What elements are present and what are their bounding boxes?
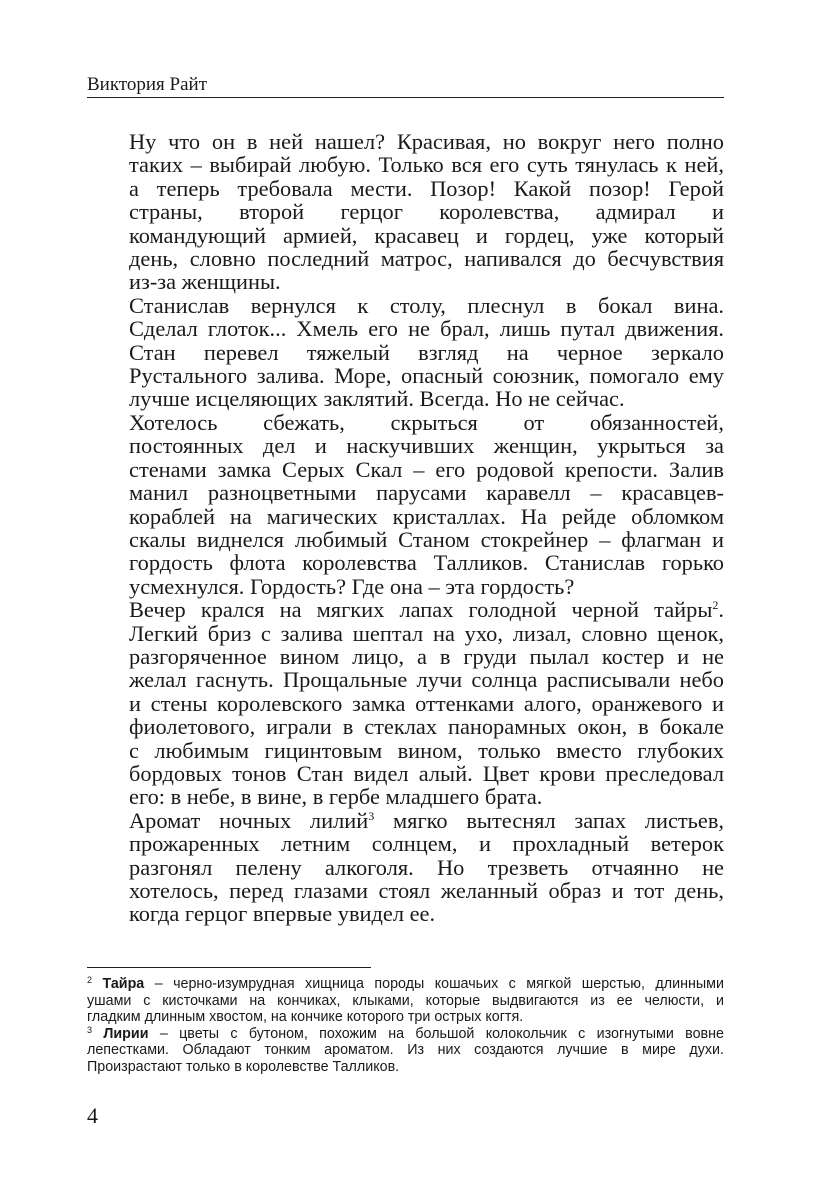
footnote-line bbox=[87, 1026, 724, 1043]
footnote-ref: 2 bbox=[712, 598, 719, 613]
text-line: постоянных дел и наскучивших женщин, укрыться за bbox=[129, 433, 724, 459]
footnote-3 bbox=[87, 1026, 724, 1076]
text-run: Аромат ночных лилий bbox=[129, 807, 369, 833]
text-line: из-за женщины. bbox=[129, 269, 281, 295]
footnotes bbox=[87, 976, 724, 1076]
text-line: день, словно последний матрос, напивался до бесчувствия bbox=[129, 246, 724, 272]
footnote-line: Произрастают только в королевстве Талликов. bbox=[87, 1058, 400, 1075]
text-line: таких – выбирай любую. Только вся его суть тянулась к ней, bbox=[129, 152, 724, 178]
text-line: а теперь требовала мести. Позор! Какой позор! Герой bbox=[129, 175, 724, 201]
text-line bbox=[87, 809, 724, 832]
text-line: стенами замка Серых Скал – его родовой крепости. Залив bbox=[129, 456, 724, 482]
text-run: Вечер крался на мягких лапах голодной черной тайры bbox=[129, 597, 713, 623]
text-line: лучше исцеляющих заклятий. Всегда. Но не сейчас. bbox=[129, 386, 625, 412]
text-line: усмехнулся. Гордость? Где она – эта гордость? bbox=[129, 573, 575, 599]
footnote-term: Тайра bbox=[102, 976, 145, 992]
paragraph-3 bbox=[87, 411, 724, 598]
text-line: Станислав вернулся к столу, плеснул в бокал вина. bbox=[129, 292, 724, 318]
paragraph-2 bbox=[87, 294, 724, 411]
text-line: хотелось, перед глазами стоял желанный образ и тот день, bbox=[129, 878, 724, 903]
text-line: Легкий бриз с залива шептал на ухо, лизал, словно щенок, bbox=[129, 620, 724, 646]
footnote-divider bbox=[87, 967, 371, 968]
text-line: Хотелось сбежать, скрыться от обязанностей, bbox=[129, 409, 724, 435]
footnote-ref: 3 bbox=[368, 808, 375, 823]
text-line: страны, второй герцог королевства, адмирал и bbox=[129, 199, 724, 225]
text-line: Рустального залива. Море, опасный союзник, помогало ему bbox=[129, 363, 724, 389]
text-line: Ну что он в ней нашел? Красивая, но вокруг него полно bbox=[129, 129, 724, 154]
running-header-author: Виктория Райт bbox=[87, 74, 208, 95]
text-run: мягко вытеснял запах листьев, bbox=[393, 807, 724, 833]
footnote-number: 2 bbox=[87, 975, 93, 985]
paragraph-1 bbox=[87, 130, 724, 294]
text-line: когда герцог впервые увидел ее. bbox=[129, 901, 436, 927]
text-line: желал гаснуть. Прощальные лучи солнца расписывали небо bbox=[129, 667, 724, 693]
footnote-number: 3 bbox=[87, 1024, 93, 1035]
footnote-line: ушами с кисточками на кончиках, клыками, которые выдвигаются из ее челюсти, и bbox=[87, 992, 724, 1009]
text-line: гордость флота королевства Талликов. Станислав горько bbox=[129, 550, 724, 576]
footnote-line: лепестками. Обладают тонким ароматом. Из них создаются лучшие в мире духи. bbox=[87, 1042, 724, 1059]
footnote-line: гладким длинным хвостом, на кончике которого три острых когтя. bbox=[87, 1009, 524, 1026]
footnote-line bbox=[87, 976, 724, 993]
page-number: 4 bbox=[87, 1103, 98, 1128]
text-line: разгоряченное вином лицо, а в груди пылал костер и не bbox=[129, 643, 724, 669]
text-run: . bbox=[718, 597, 724, 623]
text-line: прожаренных летним солнцем, и прохладный ветерок bbox=[129, 831, 724, 857]
text-line: и стены королевского замка оттенками алого, оранжевого и bbox=[129, 690, 724, 716]
text-run: – черно-изумрудная хищница породы кошачьих с мягкой шерстью, длинными bbox=[144, 976, 724, 992]
text-line: скалы виднелся любимый Станом стокрейнер – флагман и bbox=[129, 526, 724, 552]
text-line: Сделал глоток... Хмель его не брал, лишь путал движения. bbox=[129, 316, 724, 342]
header-divider bbox=[87, 97, 724, 98]
text-line: бордовых тонов Стан видел алый. Цвет крови преследовал bbox=[129, 760, 724, 786]
text-line: манил разноцветными парусами каравелл – красавцев- bbox=[129, 480, 724, 506]
footnote-2 bbox=[87, 976, 724, 1026]
paragraph-5 bbox=[87, 809, 724, 926]
text-line: Стан перевел тяжелый взгляд на черное зеркало bbox=[129, 339, 724, 365]
footnote-term: Лирии bbox=[103, 1025, 149, 1042]
text-line: кораблей на магических кристаллах. На рейде обломком bbox=[129, 503, 724, 529]
text-line: командующий армией, красавец и гордец, уже который bbox=[129, 222, 724, 248]
text-run: – цветы с бутоном, похожим на большой колокольчик с изогнутыми вовне bbox=[148, 1025, 724, 1042]
main-text bbox=[87, 130, 724, 926]
text-line: разгонял пелену алкоголя. Но трезветь отчаянно не bbox=[129, 854, 724, 880]
text-line: его: в небе, в вине, в гербе младшего брата. bbox=[129, 784, 543, 810]
text-line: фиолетового, играли в стеклах панорамных окон, в бокале bbox=[129, 714, 724, 740]
text-line: с любимым гицинтовым вином, только вместо глубоких bbox=[129, 737, 724, 763]
paragraph-4 bbox=[87, 598, 724, 809]
text-line bbox=[87, 598, 724, 621]
